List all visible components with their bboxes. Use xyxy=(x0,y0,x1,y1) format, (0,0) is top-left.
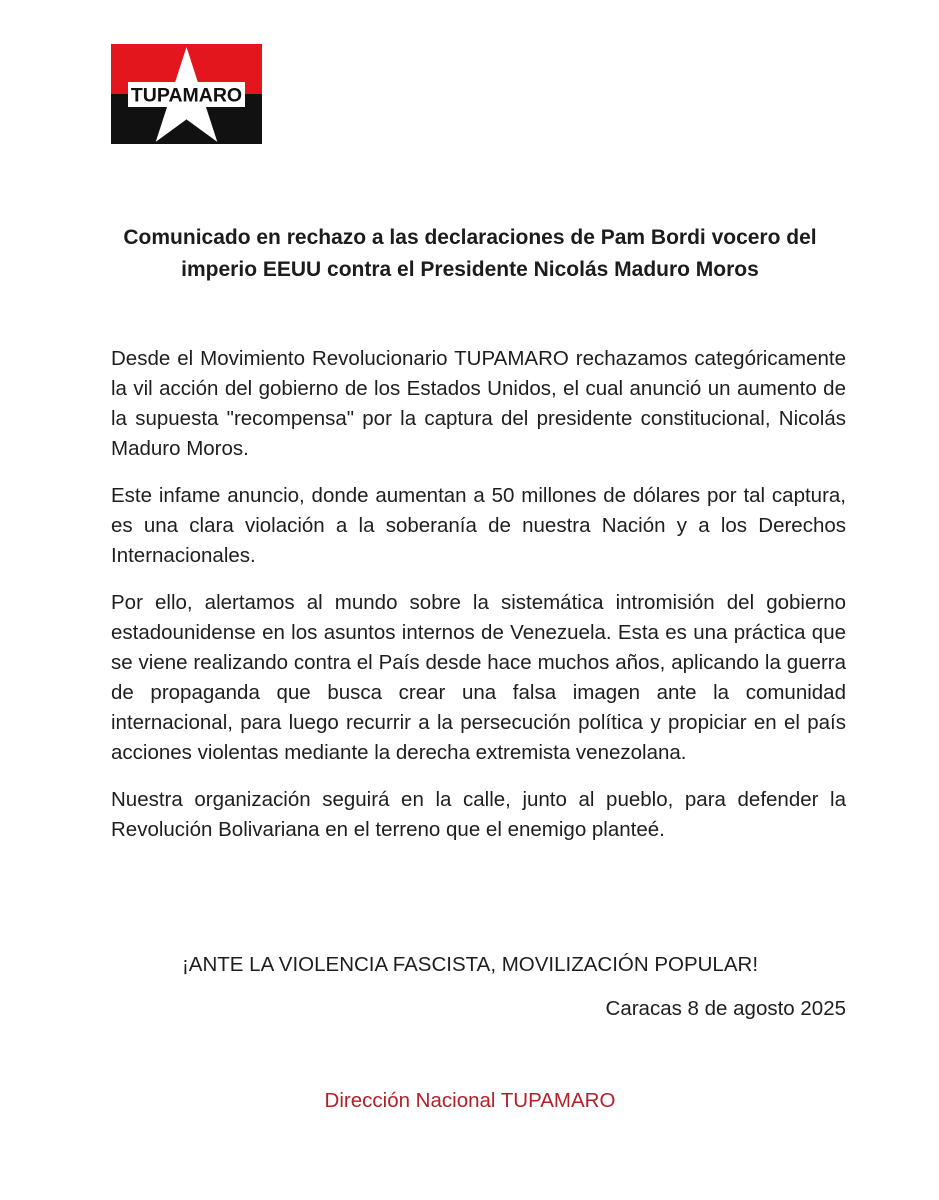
title-line-1: Comunicado en rechazo a las declaraciones de Pam Bordi vocero del xyxy=(123,226,817,249)
page-title xyxy=(70,222,870,286)
logo-text: TUPAMARO xyxy=(130,84,243,107)
title-line-2: imperio EEUU contra el Presidente Nicolás Maduro Moros xyxy=(181,258,759,281)
paragraph: Nuestra organización seguirá en la calle, junto al pueblo, para defender la Revolución Bolivariana en el terreno que el enemigo planteé. xyxy=(111,788,846,841)
tupamaro-logo xyxy=(111,44,262,144)
place-date: Caracas 8 de agosto 2025 xyxy=(605,997,846,1020)
slogan: ¡ANTE LA VIOLENCIA FASCISTA, MOVILIZACIÓN POPULAR! xyxy=(181,953,759,976)
paragraph: Por ello, alertamos al mundo sobre la sistemática intromisión del gobierno estadounidense en los asuntos internos de Venezuela. Esta es una práctica que se viene realizando contra el País desde hace muchos años, aplicando la guerra de propaganda que busca crear una falsa imagen ante la comunidad internacional, para luego recurrir a la persecución política y propiciar en el país acciones violentas mediante la derecha extremista venezolana. xyxy=(111,591,846,764)
signature: Dirección Nacional TUPAMARO xyxy=(324,1089,616,1112)
communique-body xyxy=(111,344,846,862)
paragraph: Desde el Movimiento Revolucionario TUPAMARO rechazamos categóricamente la vil acción del gobierno de los Estados Unidos, el cual anunció un aumento de la supuesta "recompensa" por la captura del presidente constitucional, Nicolás Maduro Moros. xyxy=(111,347,846,460)
paragraph: Este infame anuncio, donde aumentan a 50 millones de dólares por tal captura, es una clara violación a la soberanía de nuestra Nación y a los Derechos Internacionales. xyxy=(111,484,846,567)
